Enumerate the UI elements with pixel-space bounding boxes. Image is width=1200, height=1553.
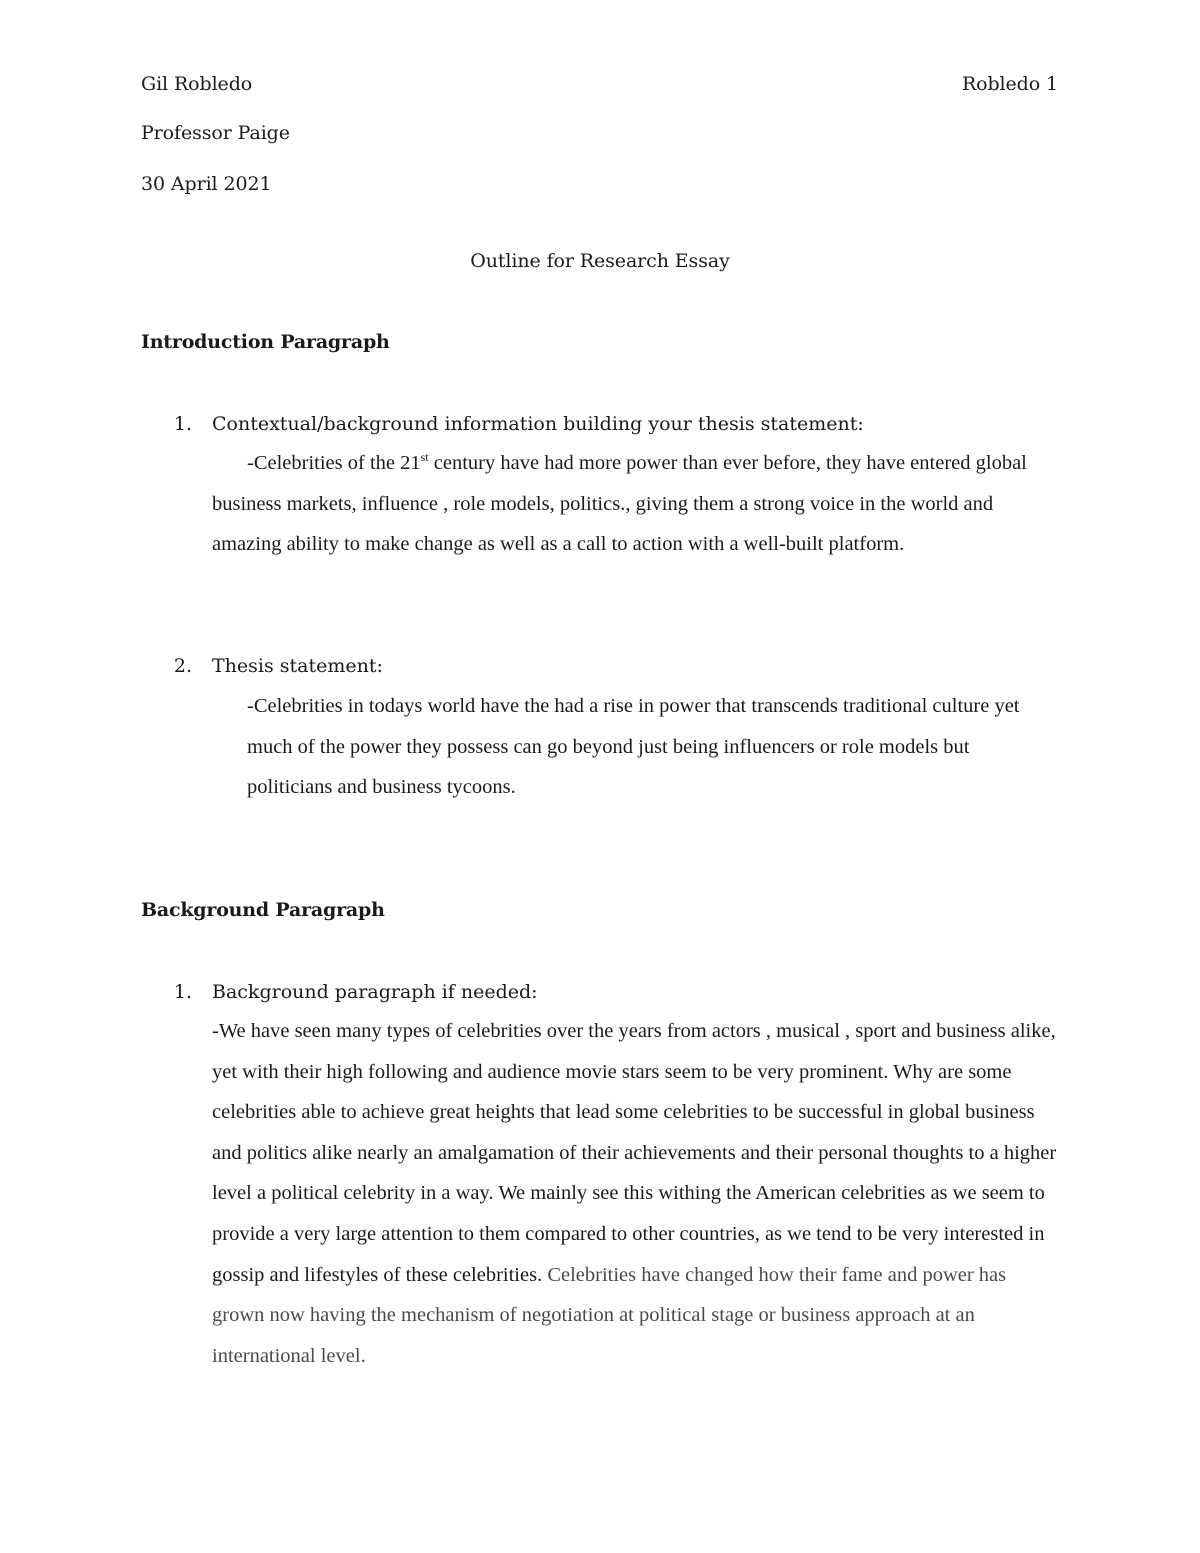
thesis-paragraph: -Celebrities in todays world have the had a rise in power that transcends traditional culture yet much of the power they possess can go beyond just being influencers or role models but politicians and business tycoons. xyxy=(247,695,1020,799)
document-title: Outline for Research Essay xyxy=(470,250,730,272)
intro-context-text-rest: century have had more power than ever before, they have entered global business markets, influence , role models, politics., giving them a strong voice in the world and amazing ability to make change as well as a call to action with a well-built platform. xyxy=(212,452,1027,556)
bg-item-1-label: Background paragraph if needed: xyxy=(212,981,538,1003)
background-text-muted: Celebrities have changed how their fame and power has grown now having the mechanism of negotiation at political stage or business approach at an international level. xyxy=(212,1263,1007,1367)
background-paragraph xyxy=(212,1011,1062,1376)
bg-item-1-number: 1. xyxy=(173,981,192,1003)
intro-item-1-label: Contextual/background information building your thesis statement: xyxy=(212,413,864,435)
background-heading: Background Paragraph xyxy=(141,899,385,921)
background-text: -We have seen many types of celebrities over the years from actors , musical , sport and business alike, yet with their high following and audience movie stars seem to be very prominent. Why are some celebrities able to achieve great heights that lead some celebrities to be successful in global business and politics alike nearly an amalgamation of their achievements and their personal thoughts to a higher level a political celebrity in a way. We mainly see this withing the American celebrities as we seem to provide a very large attention to them compared to other countries, as we tend to be very interested in gossip and lifestyles of these celebrities. xyxy=(212,1020,1057,1286)
intro-item-2-number: 2. xyxy=(173,655,192,677)
ordinal-superscript: st xyxy=(420,450,429,464)
author-name: Gil Robledo xyxy=(141,73,253,95)
professor-name: Professor Paige xyxy=(141,122,290,144)
intro-context-text-start: -Celebrities of the 21 xyxy=(247,452,421,474)
page-header-label: Robledo 1 xyxy=(961,73,1058,95)
intro-context-paragraph xyxy=(212,443,1062,565)
intro-item-1-number: 1. xyxy=(173,413,192,435)
document-date: 30 April 2021 xyxy=(141,173,272,195)
introduction-heading: Introduction Paragraph xyxy=(141,331,390,353)
intro-item-2-label: Thesis statement: xyxy=(212,655,383,677)
